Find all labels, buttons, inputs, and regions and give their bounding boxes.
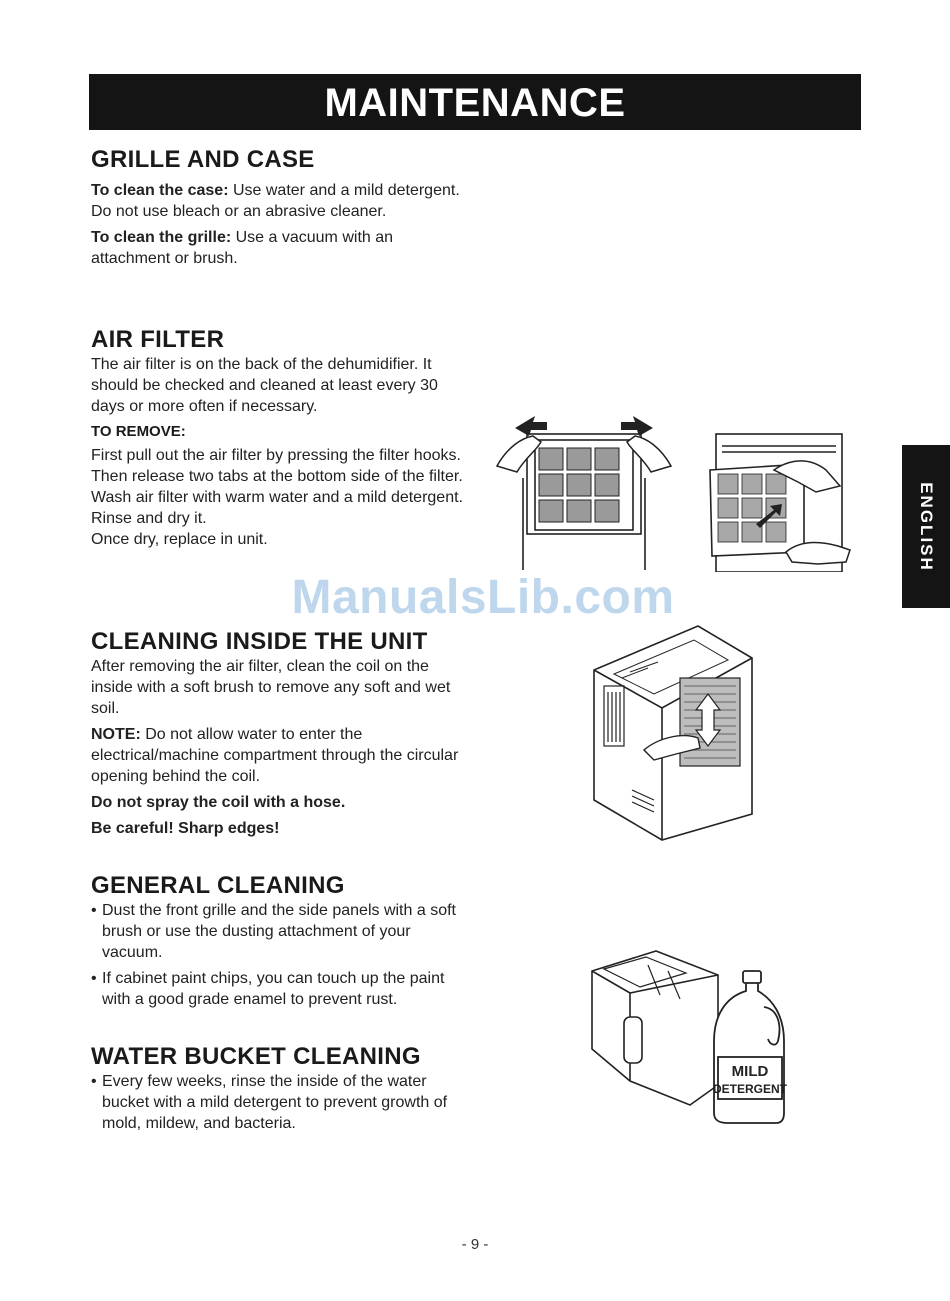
watermark: ManualsLib.com [291,571,675,624]
case-cleaning-body: Use water and a mild detergent. Do not use bleach or an abrasive cleaner. [91,182,460,220]
section-title-grille: GRILLE AND CASE [91,146,315,173]
page-number: - 9 - [461,1236,489,1253]
air-filter-step-2: Wash air filter with warm water and a mild detergent. Rinse and dry it. [91,489,463,527]
to-remove-label: TO REMOVE: [91,423,186,440]
case-cleaning-text [91,180,471,222]
section-title-air-filter: AIR FILTER [91,326,225,353]
section-title-water-bucket: WATER BUCKET CLEANING [91,1043,421,1070]
detergent-label-line-1: MILD [731,1063,769,1080]
list-item: • Dust the front grille and the side panels with a soft brush or use the dusting attachment of your vacuum. [91,900,471,963]
list-item: • Every few weeks, rinse the inside of the water bucket with a mild detergent to prevent growth of mold, mildew, and bacteria. [91,1071,471,1134]
section-general-cleaning [91,872,471,1010]
section-grille-and-case [91,146,471,269]
cleaning-inside-text: After removing the air filter, clean the coil on the inside with a soft brush to remove any soft and wet soil. [91,658,451,717]
language-tab [902,445,950,608]
case-cleaning-label: To clean the case: [91,182,229,199]
section-title-general-cleaning: GENERAL CLEANING [91,872,345,899]
section-cleaning-inside [91,628,471,839]
general-cleaning-list [91,900,471,1010]
water-bucket-list [91,1071,471,1134]
section-air-filter [91,326,471,550]
coil-cleaning-illustration [588,620,760,842]
note-body: Do not allow water to enter the electrical/machine compartment through the circular opening behind the coil. [91,726,459,785]
air-filter-step-3: Once dry, replace in unit. [91,531,268,548]
detergent-label-line-2: DETERGENT [712,1082,788,1096]
warning-no-hose: Do not spray the coil with a hose. [91,794,346,811]
grille-cleaning-label: To clean the grille: [91,229,232,246]
filter-tabs-illustration [708,430,853,572]
language-tab-label: ENGLISH [917,481,936,572]
warning-sharp-edges: Be careful! Sharp edges! [91,820,280,837]
grille-cleaning-text [91,227,471,269]
air-filter-step-1: First pull out the air filter by pressing the filter hooks. Then release two tabs at the bottom side of the filter. [91,447,463,485]
section-title-cleaning-inside: CLEANING INSIDE THE UNIT [91,628,428,655]
filter-removal-illustration [495,408,675,570]
note-label: NOTE: [91,726,141,743]
water-bucket-illustration [586,945,788,1125]
air-filter-intro: The air filter is on the back of the dehumidifier. It should be checked and cleaned at least every 30 days or more often if necessary. [91,356,438,415]
note-text [91,724,471,787]
list-item: • If cabinet paint chips, you can touch up the paint with a good grade enamel to prevent rust. [91,968,471,1010]
page-title: MAINTENANCE [89,74,861,130]
section-water-bucket [91,1043,471,1134]
grille-cleaning-body: Use a vacuum with an attachment or brush. [91,229,394,267]
